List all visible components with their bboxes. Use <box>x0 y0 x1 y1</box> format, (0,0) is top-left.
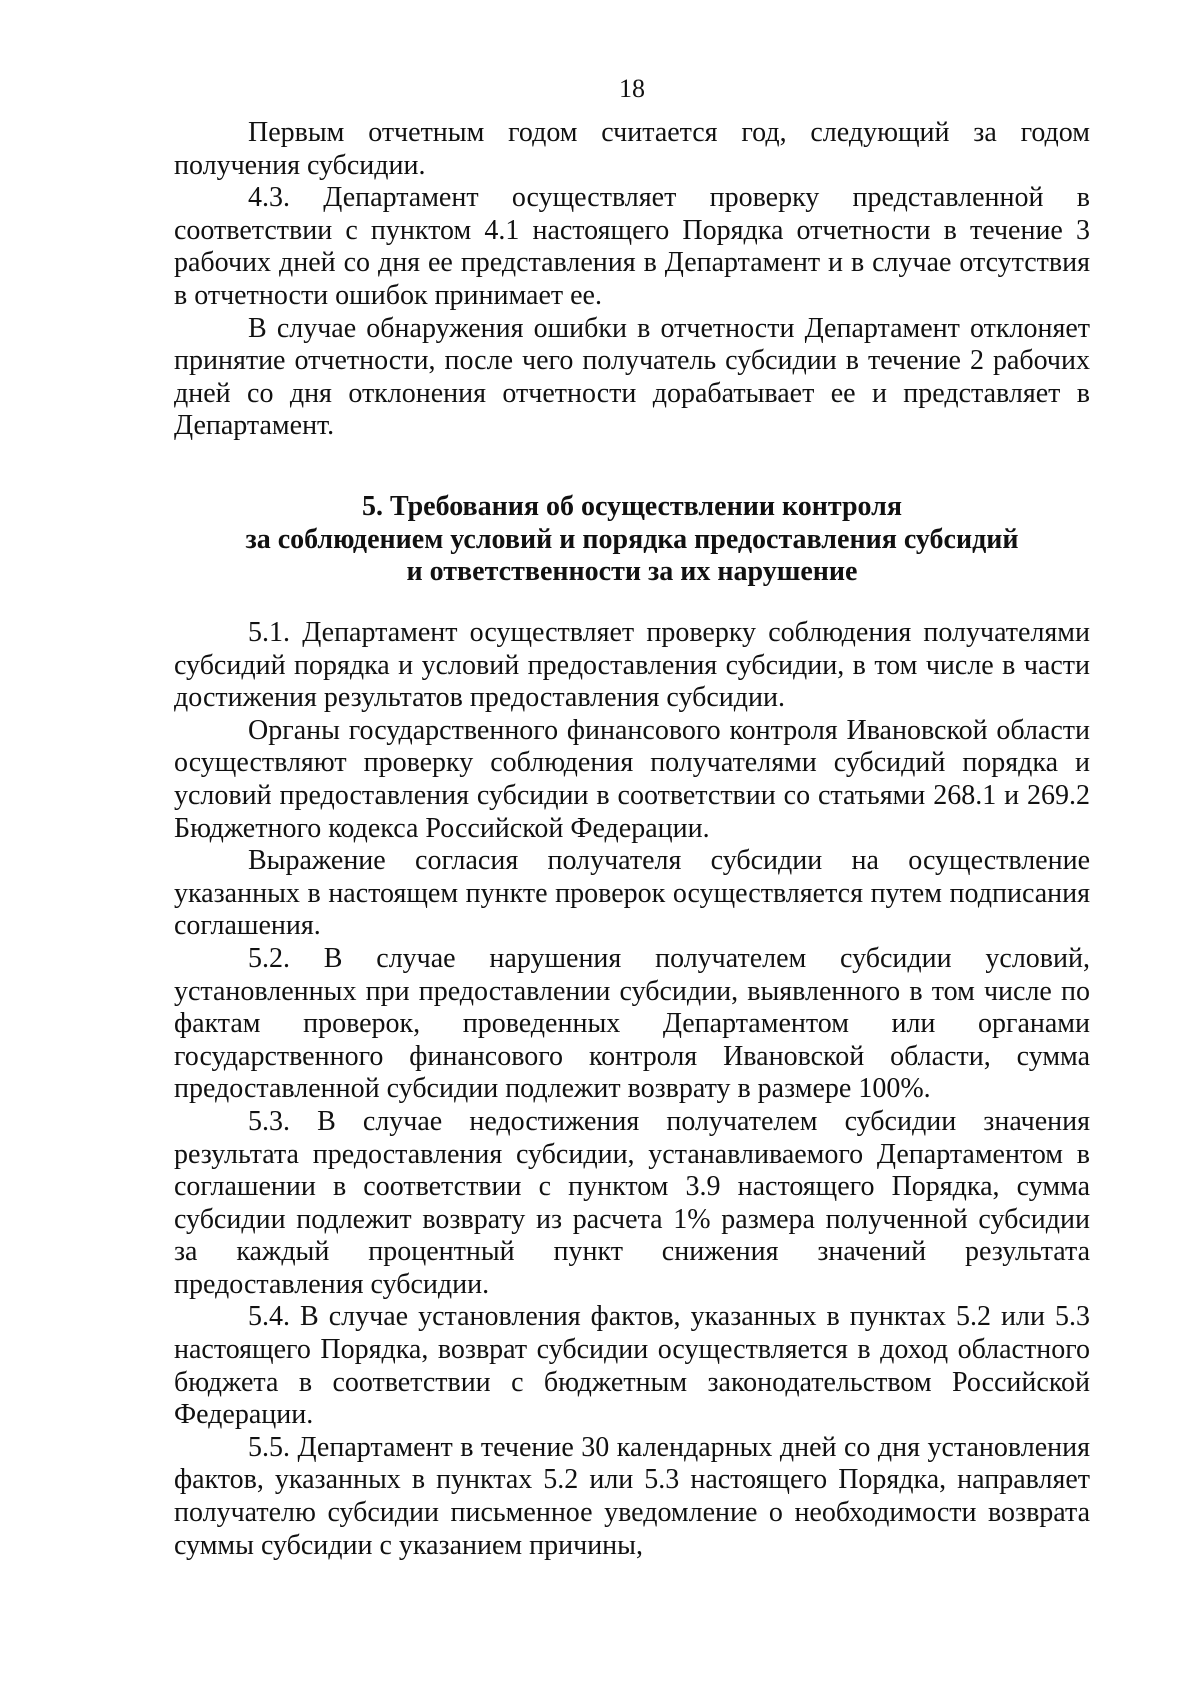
paragraph-5-1: 5.1. Департамент осуществляет проверку соблюдения получателями субсидий порядка и условий предоставления субсидии, в том числе в части достижения результатов предоставления субсидии. <box>174 617 1090 714</box>
page-number: 18 <box>619 74 645 103</box>
section-5-heading-line-2: за соблюдением условий и порядка предоставления субсидий <box>245 523 1019 555</box>
paragraph-5-2: 5.2. В случае нарушения получателем субсидии условий, установленных при предоставлении субсидии, выявленного в том числе по фактам проверок, проведенных Департаментом или органами государственного финансового контроля Ивановской области, сумма предоставленной субсидии подлежит возврату в размере 100%. <box>174 942 1090 1105</box>
paragraph-5-3: 5.3. В случае недостижения получателем субсидии значения результата предоставления субсидии, устанавливаемого Департаментом в соглашении в соответствии с пунктом 3.9 настоящего Порядка, сумма субсидии подлежит возврату из расчета 1% размера полученной субсидии за каждый процентный пункт снижения значений результата предоставления субсидии. <box>174 1105 1090 1300</box>
paragraph-4-3: 4.3. Департамент осуществляет проверку представленной в соответствии с пунктом 4.1 настоящего Порядка отчетности в течение 3 рабочих дней со дня ее представления в Департамент и в случае отсутствия в отчетности ошибок принимает ее. <box>174 182 1090 311</box>
section-5-heading-line-3: и ответственности за их нарушение <box>406 556 858 588</box>
section-5-heading <box>174 491 1090 589</box>
paragraph-first-report-year: Первым отчетным годом считается год, следующий за годом получения субсидии. <box>174 117 1090 181</box>
top-text-block <box>174 117 1090 443</box>
paragraph-5-4: 5.4. В случае установления фактов, указанных в пунктах 5.2 или 5.3 настоящего Порядка, возврат субсидии осуществляется в доход областного бюджета в соответствии с бюджетным законодательством Российской Федерации. <box>174 1301 1090 1431</box>
paragraph-5-5: 5.5. Департамент в течение 30 календарных дней со дня установления фактов, указанных в пунктах 5.2 или 5.3 настоящего Порядка, направляет получателю субсидии письменное уведомление о необходимости возврата суммы субсидии с указанием причины, <box>174 1431 1090 1561</box>
paragraph-control-bodies: Органы государственного финансового контроля Ивановской области осуществляют проверку соблюдения получателями субсидий порядка и условий предоставления субсидии в соответствии со статьями 268.1 и 269.2 Бюджетного кодекса Российской Федерации. <box>174 714 1090 844</box>
paragraph-consent: Выражение согласия получателя субсидии на осуществление указанных в настоящем пункте проверок осуществляется путем подписания соглашения. <box>174 845 1090 942</box>
bottom-text-block <box>174 617 1090 1562</box>
section-5-heading-line-1: 5. Требования об осуществлении контроля <box>361 491 903 522</box>
paragraph-error-handling: В случае обнаружения ошибки в отчетности Департамент отклоняет принятие отчетности, после чего получатель субсидии в течение 2 рабочих дней со дня отклонения отчетности дорабатывает ее и представляет в Департамент. <box>174 312 1090 442</box>
